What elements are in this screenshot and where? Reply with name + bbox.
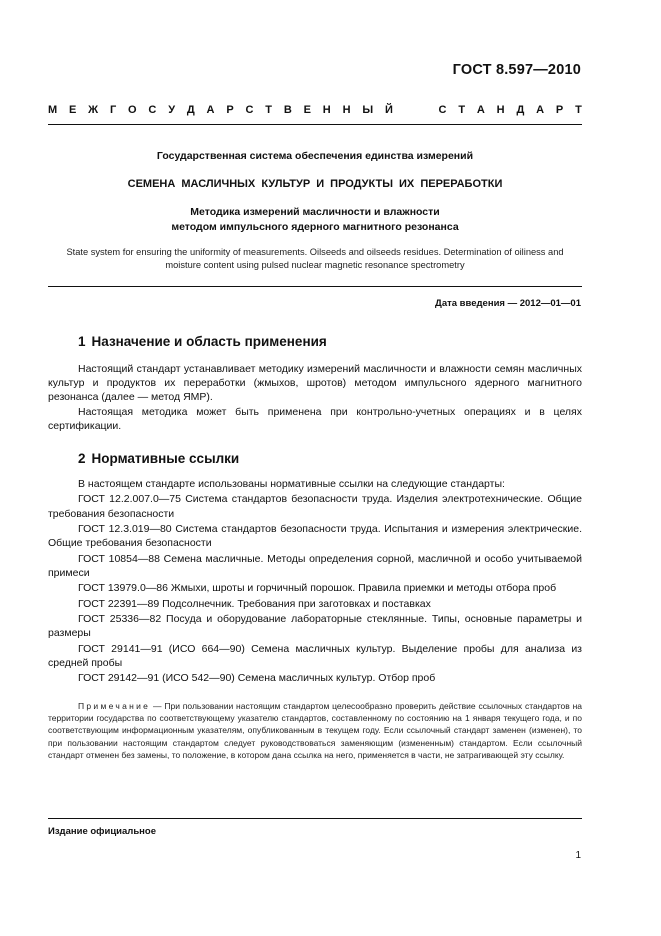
letter: А (206, 104, 215, 116)
letter: Й (384, 104, 393, 116)
section-number: 2 (78, 451, 86, 466)
reference-item: ГОСТ 12.2.007.0—75 Система стандартов безопасности труда. Изделия электротехнические. Общие требования безопасности (48, 493, 582, 520)
note-label: Примечание (78, 701, 151, 711)
letter: Т (265, 104, 273, 116)
document-subtitle (48, 205, 582, 235)
reference-item: ГОСТ 25336—82 Посуда и оборудование лабораторные стеклянные. Типы, основные параметры и размеры (48, 612, 582, 640)
english-title-line: moisture content using pulsed nuclear magnetic resonance spectrometry (165, 260, 465, 270)
letter: Т (458, 104, 466, 116)
english-title (48, 246, 582, 272)
letter: Р (226, 104, 234, 116)
letter: Д (186, 104, 195, 116)
reference-item: ГОСТ 22391—89 Подсолнечник. Требования при заготовках и поставках (78, 597, 431, 610)
document-title: СЕМЕНА МАСЛИЧНЫХ КУЛЬТУР И ПРОДУКТЫ ИХ ПЕРЕРАБОТКИ (127, 178, 503, 190)
letter: А (536, 104, 545, 116)
letter: Н (322, 104, 331, 116)
title-rule (48, 286, 582, 287)
letter: В (283, 104, 292, 116)
letter: Г (109, 104, 117, 116)
note-text: — При пользовании настоящим стандартом целесообразно проверить действие ссылочных стандартов на территории государства по соответствующему указателю стандартов, составленному по состоянию на 1 января текущего года, и по соответствующим информационным указателям, опубликованным в текущем году. Если ссылочный стандарт заменен (изменен), то при пользовании настоящим стандартом следует руководствоваться заменяющим (измененным) стандартом. Если ссылочный стандарт отменен без замены, то положение, в котором дана ссылка на него, применяется в части, не затрагивающей эту ссылку. (48, 701, 582, 760)
footer-rule (48, 818, 582, 819)
reference-item: ГОСТ 29142—91 (ИСО 542—90) Семена масличных культур. Отбор проб (78, 672, 436, 685)
interstate-standard-label (48, 104, 582, 116)
letter: Н (496, 104, 505, 116)
reference-item: ГОСТ 13979.0—86 Жмыхи, шроты и горчичный порошок. Правила приемки и методы отбора проб (78, 582, 557, 595)
reference-item: ГОСТ 29141—91 (ИСО 664—90) Семена масличных культур. Выделение пробы для анализа из средней пробы (48, 642, 582, 669)
section-number: 1 (78, 334, 86, 349)
section-1-heading (78, 334, 327, 349)
letter: Н (342, 104, 351, 116)
letter: Е (303, 104, 311, 116)
section-1-body (48, 362, 582, 433)
effective-date: Дата введения — 2012—01—01 (435, 298, 581, 309)
letter: М (48, 104, 58, 116)
normative-references (48, 477, 582, 687)
paragraph: Настоящий стандарт устанавливает методику измерений масличности и влажности семян масличных культур и продуктов их переработки (жмыхов, шротов) методом импульсного ядерного магнитного резонанса (далее — метод ЯМР). (48, 363, 582, 404)
letter: Т (575, 104, 582, 116)
subtitle-line: методом импульсного ядерного магнитного резонанса (171, 221, 459, 233)
letter: С (148, 104, 157, 116)
section-title: Назначение и область применения (91, 334, 327, 349)
official-edition-label: Издание официальное (48, 826, 156, 837)
letter: Е (69, 104, 77, 116)
references-intro: В настоящем стандарте использованы нормативные ссылки на следующие стандарты: (78, 478, 505, 490)
letter: А (476, 104, 485, 116)
note-block (48, 700, 582, 761)
reference-item: ГОСТ 10854—88 Семена масличные. Методы определения сорной, масличной и особо учитываемой примеси (48, 552, 582, 579)
section-2-heading (78, 451, 239, 466)
letter: У (168, 104, 176, 116)
letter: О (128, 104, 137, 116)
letter: Ж (88, 104, 99, 116)
section-title: Нормативные ссылки (91, 451, 240, 466)
letter: Р (555, 104, 564, 116)
page-number: 1 (575, 850, 581, 861)
word-gap (405, 104, 427, 116)
letter: С (245, 104, 254, 116)
letter: Ы (362, 104, 374, 116)
english-title-line: State system for ensuring the uniformity of measurements. Oilseeds and oilseeds residues. Determination of oiliness and (66, 247, 564, 257)
letter: С (438, 104, 447, 116)
reference-item: ГОСТ 12.3.019—80 Система стандартов безопасности труда. Испытания и измерения электрические. Общие требования безопасности (48, 522, 582, 550)
series-title: Государственная система обеспечения единства измерений (156, 150, 474, 162)
paragraph: Настоящая методика может быть применена при контрольно-учетных операциях и в целях сертификации. (48, 405, 582, 432)
letter: Д (516, 104, 525, 116)
document-number: ГОСТ 8.597—2010 (452, 62, 581, 78)
header-rule (48, 124, 582, 125)
subtitle-line: Методика измерений масличности и влажности (190, 206, 440, 218)
